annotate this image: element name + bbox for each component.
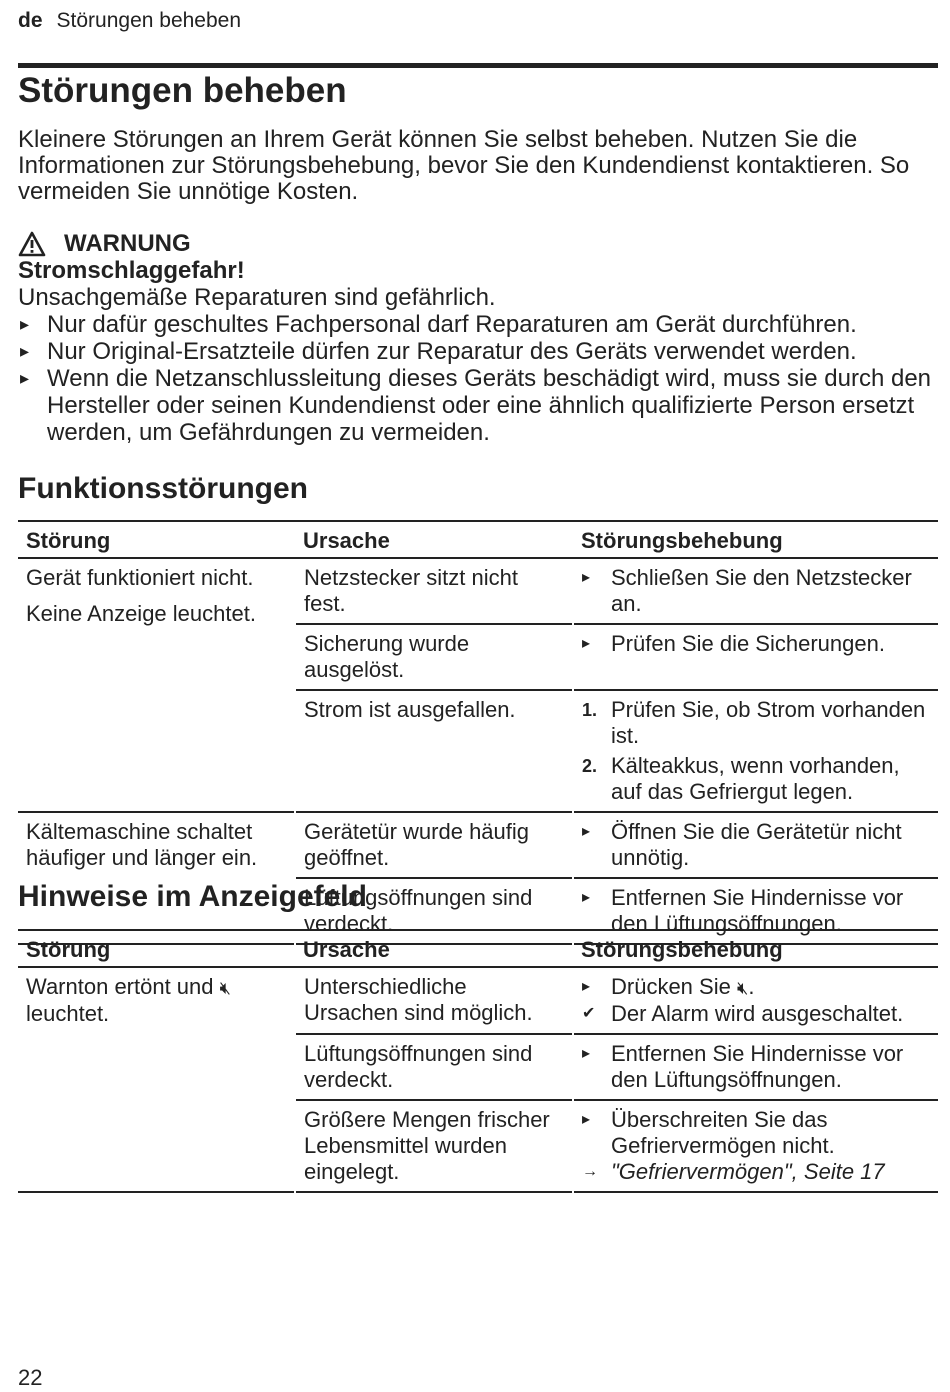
remedy-step [582,1041,930,1093]
remedy-text: Entfernen Sie Hindernisse vor den Lüftungsöffnungen. [611,885,904,936]
remedy-step [582,974,930,1001]
remedy-text: Prüfen Sie, ob Strom vorhanden ist. [611,697,926,748]
fault-text: leuchtet. [26,1001,110,1026]
fault-cell: Kältemaschine schaltet häufiger und länger ein. [18,812,295,944]
intro-paragraph: Kleinere Störungen an Ihrem Gerät können Sie selbst beheben. Nutzen Sie die Informationen zur Störungsbehebung, bevor Sie den Kundendienst kontaktieren. So vermeiden Sie unnötige Kosten. [18,126,910,205]
fault-text: Warnton ertönt und [26,974,214,999]
language-code: de [18,9,43,32]
remedy-cell [573,624,938,690]
display-notes-table [18,929,938,1193]
header-rule [18,63,938,68]
remedy-step [582,753,930,805]
triangle-bullet-icon: ▸ [582,978,591,995]
remedy-step [582,697,930,749]
warning-bullet: ▸ Wenn die Netzanschlussleitung dieses Geräts beschädigt wird, muss sie durch den Hersteller oder seinen Kundendienst oder eine ähnlich qualifizierte Person ersetzt werden, um Gefährdungen zu vermeiden. [18,365,938,446]
remedy-text: Schließen Sie den Netzstecker an. [611,565,912,616]
table-header-row [18,521,938,558]
column-header-fault: Störung [18,521,295,558]
alarm-mute-icon: 🔇︎ [736,978,749,998]
remedy-text: Kälteakkus, wenn vorhanden, auf das Gefriergut legen. [611,753,900,804]
triangle-bullet-icon: ▸ [582,1045,591,1062]
remedy-cell [573,558,938,624]
page-title: Störungen beheben [18,71,347,110]
column-header-cause: Ursache [295,930,573,967]
remedy-cell [573,1034,938,1100]
remedy-result [582,1001,930,1027]
remedy-text: Öffnen Sie die Gerätetür nicht unnötig. [611,819,902,870]
warning-subtitle: Stromschlaggefahr! [18,257,245,284]
fault-text: Gerät funktioniert nicht. [26,565,254,590]
cause-cell: Lüftungsöffnungen sind verdeckt. [295,1034,573,1100]
triangle-bullet-icon: ▸ [582,635,591,652]
warning-label: WARNUNG [64,230,191,257]
header-section: Störungen beheben [56,9,242,32]
column-header-fault: Störung [18,930,295,967]
cause-cell: Sicherung wurde ausgelöst. [295,624,573,690]
check-icon: ✔ [582,1005,596,1022]
cause-cell: Lüftungsöffnungen sind verdeckt. [295,878,573,944]
alarm-mute-icon: 🔇︎ [219,978,231,998]
warning-box [18,230,938,446]
remedy-cell [573,1100,938,1192]
triangle-bullet-icon: ▸ [582,889,591,906]
cause-cell: Größere Mengen frischer Lebensmittel wurden eingelegt. [295,1100,573,1192]
remedy-step [582,631,930,657]
triangle-bullet-icon: ▸ [582,569,591,586]
result-text: Der Alarm wird ausgeschaltet. [611,1001,904,1026]
table-row [18,558,938,624]
remedy-text: Prüfen Sie die Sicherungen. [611,631,885,656]
remedy-text: Drücken Sie [611,974,731,999]
cross-reference[interactable] [582,1159,930,1185]
remedy-step [582,565,930,617]
warning-bullet-list [18,311,938,446]
remedy-text: Entfernen Sie Hindernisse vor den Lüftungsöffnungen. [611,1041,904,1092]
section-title-display-notes: Hinweise im Anzeigefeld [18,880,367,913]
section-title-functional-faults: Funktionsstörungen [18,472,308,505]
warning-text: Unsachgemäße Reparaturen sind gefährlich. [18,284,496,311]
table-row [18,967,938,1034]
step-number: 1. [582,700,598,720]
remedy-cell [573,690,938,812]
triangle-bullet-icon: ▸ [582,1111,591,1128]
remedy-step [582,1107,930,1159]
remedy-step [582,819,930,871]
remedy-text: Überschreiten Sie das Gefriervermögen nicht. [611,1107,835,1158]
page-number: 22 [18,1365,43,1390]
step-number: 2. [582,756,598,776]
cause-cell: Gerätetür wurde häufig geöffnet. [295,812,573,878]
cause-cell: Strom ist ausgefallen. [295,690,573,812]
fault-text: Keine Anzeige leuchtet. [26,601,256,626]
column-header-cause: Ursache [295,521,573,558]
fault-cell [18,558,295,812]
cross-reference-link[interactable]: "Gefriervermögen", Seite 17 [611,1159,885,1184]
cause-cell: Unterschiedliche Ursachen sind möglich. [295,967,573,1034]
remedy-cell [573,812,938,878]
table-header-row [18,930,938,967]
triangle-bullet-icon: ▸ [582,823,591,840]
arrow-right-icon: → [582,1163,598,1180]
remedy-text: . [748,974,755,999]
running-header [18,9,241,33]
warning-heading [18,230,938,257]
cause-cell: Netzstecker sitzt nicht fest. [295,558,573,624]
remedy-cell [573,967,938,1034]
fault-cell [18,967,295,1192]
column-header-remedy: Störungsbehebung [573,930,938,967]
table-row [18,812,938,878]
warning-bullet: ▸ Nur dafür geschultes Fachpersonal darf Reparaturen am Gerät durchführen. [18,311,938,338]
column-header-remedy: Störungsbehebung [573,521,938,558]
warning-triangle-icon [18,231,46,257]
warning-bullet: ▸ Nur Original-Ersatzteile dürfen zur Reparatur des Geräts verwendet werden. [18,338,938,365]
